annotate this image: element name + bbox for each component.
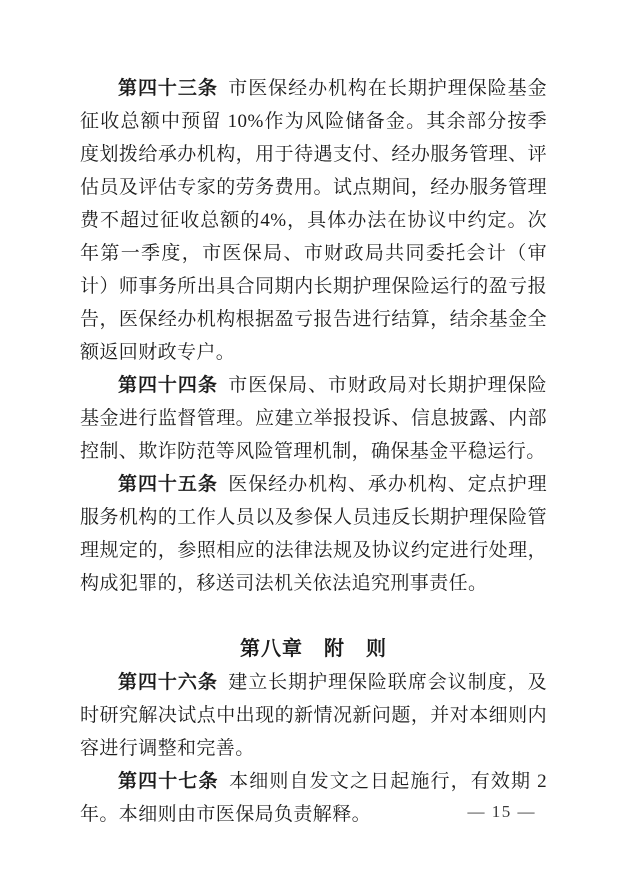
article-43-paragraph	[80, 72, 547, 369]
document-body	[80, 72, 547, 831]
article-46-text: 建立长期护理保险联席会议制度，及时研究解决试点中出现的新情况新问题，并对本细则内容进行调整和完善。	[80, 672, 547, 759]
article-44-number: 第四十四条	[118, 375, 218, 396]
article-45-text: 医保经办机构、承办机构、定点护理服务机构的工作人员以及参保人员违反长期护理保险管理规定的，参照相应的法律法规及协议约定进行处理，构成犯罪的，移送司法机关依法追究刑事责任。	[80, 474, 547, 594]
article-47-text: 本细则自发文之日起施行，有效期 2 年。本细则由市医保局负责解释。	[80, 771, 547, 825]
article-44-paragraph	[80, 369, 547, 468]
article-45-number: 第四十五条	[118, 474, 218, 495]
article-46-number: 第四十六条	[118, 672, 218, 693]
chapter-heading: 第八章 附 则	[240, 638, 387, 660]
article-45-paragraph	[80, 468, 547, 600]
article-43-number: 第四十三条	[118, 78, 218, 99]
article-46-paragraph	[80, 666, 547, 765]
page-number: — 15 —	[467, 802, 536, 821]
article-44-text: 市医保局、市财政局对长期护理保险基金进行监督管理。应建立举报投诉、信息披露、内部控制、欺诈防范等风险管理机制，确保基金平稳运行。	[80, 375, 547, 462]
article-47-number: 第四十七条	[118, 771, 219, 792]
article-43-text: 市医保经办机构在长期护理保险基金征收总额中预留 10%作为风险储备金。其余部分按季度划拨给承办机构，用于待遇支付、经办服务管理、评估员及评估专家的劳务费用。试点期间，经办服务管理费不超过征收总额的4%，具体办法在协议中约定。次年第一季度，市医保局、市财政局共同委托会计（审计）师事务所出具合同期内长期护理保险运行的盈亏报告，医保经办机构根据盈亏报告进行结算，结余基金全额返回财政专户。	[80, 78, 547, 363]
